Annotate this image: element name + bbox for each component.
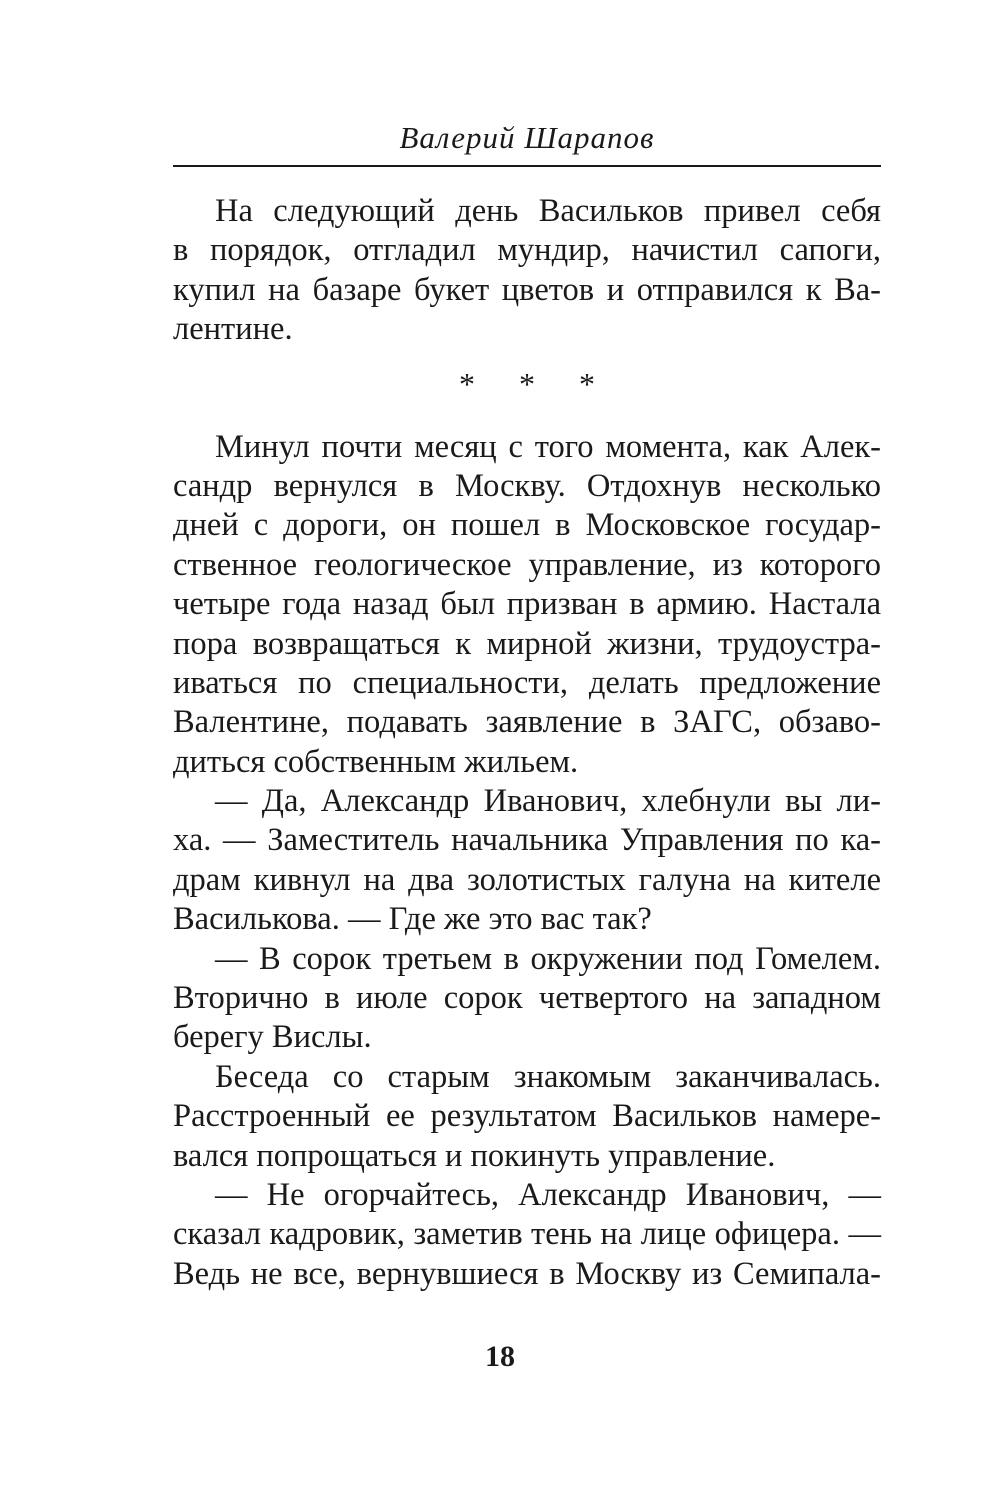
text-line: ственное геологическое управление, из которого	[173, 546, 881, 583]
text-line: берегу Вислы.	[173, 1019, 372, 1056]
text-line: Валентине, подавать заявление в ЗАГС, обзаво-	[173, 704, 881, 741]
text-line: диться собственным жильем.	[173, 743, 579, 780]
text-line: дней с дороги, он пошел в Московское государ-	[173, 507, 881, 544]
text-line: сандр вернулся в Москву. Отдохнув несколько	[173, 467, 881, 504]
text-line: Беседа со старым знакомым заканчивалась.	[215, 1058, 881, 1095]
text-line: — В сорок третьем в окружении под Гомелем.	[215, 940, 881, 977]
paragraphs-after-break	[173, 428, 881, 1295]
book-page	[173, 118, 881, 1294]
running-head: Валерий Шарапов	[399, 120, 655, 155]
paragraph	[173, 940, 881, 1058]
text-line: Минул почти месяц с того момента, как Алек-	[215, 428, 881, 465]
text-line: иваться по специальности, делать предложение	[173, 664, 881, 701]
text-line: драм кивнул на два золотистых галуна на кителе	[173, 861, 881, 898]
paragraph	[173, 1058, 881, 1176]
paragraphs-before-break	[173, 192, 881, 350]
text-line: Ведь не все, вернувшиеся в Москву из Семипала-	[173, 1255, 881, 1292]
text-line: Расстроенный ее результатом Васильков намере-	[173, 1098, 881, 1135]
text-line: четыре года назад был призван в армию. Настала	[173, 586, 881, 623]
text-line: сказал кадровик, заметив тень на лице офицера. —	[173, 1216, 881, 1253]
text-line: — Не огорчайтесь, Александр Иванович, —	[215, 1176, 881, 1213]
text-line: Василькова. — Где же это вас так?	[173, 901, 652, 938]
paragraph	[173, 428, 881, 783]
body-text	[173, 192, 881, 1294]
paragraph	[173, 192, 881, 350]
text-line: пора возвращаться к мирной жизни, трудоустра-	[173, 625, 881, 662]
text-line: На следующий день Васильков привел себя	[215, 193, 881, 229]
page-number: 18	[485, 1340, 515, 1373]
section-break: * * *	[459, 365, 613, 402]
header-rule	[173, 165, 881, 167]
paragraph	[173, 1176, 881, 1294]
text-line: ха. — Заместитель начальника Управления по ка-	[173, 822, 881, 859]
text-line: лентине.	[173, 311, 293, 348]
text-line: купил на базаре букет цветов и отправился к Ва-	[173, 271, 881, 308]
text-line: Вторично в июле сорок четвертого на западном	[173, 980, 881, 1017]
text-line: — Да, Александр Иванович, хлебнули вы ли-	[215, 783, 881, 820]
text-line: в порядок, отгладил мундир, начистил сапоги,	[173, 232, 881, 269]
text-line: вался попрощаться и покинуть управление.	[173, 1137, 776, 1174]
paragraph	[173, 782, 881, 940]
